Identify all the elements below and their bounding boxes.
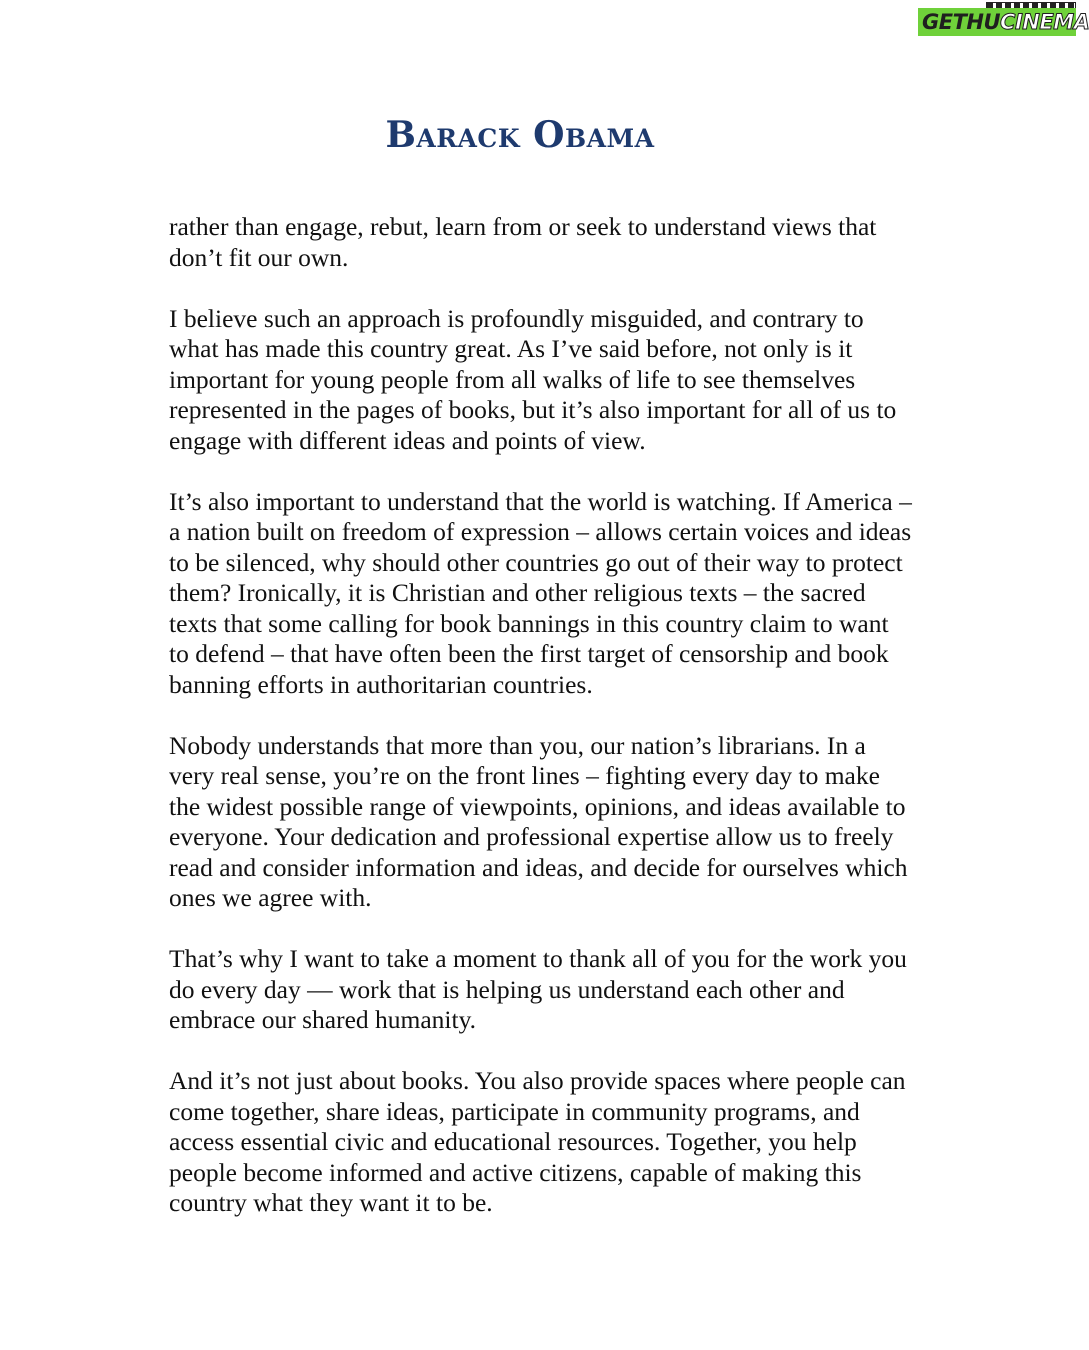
paragraph: Nobody understands that more than you, our nation’s librarians. In a very real sense, you’re on the front lines – fighting every day to make the widest possible range of viewpoints, opinions, and ideas available to everyone. Your dedication and professional expertise allow us to freely read and consider information and ideas, and decide for ourselves which ones we agree with. <box>169 730 908 912</box>
letterhead-name: Barack Obama <box>385 114 655 156</box>
paragraph: That’s why I want to take a moment to thank all of you for the work you do every day — work that is helping us understand each other and embrace our shared humanity. <box>169 944 907 1034</box>
letter-body <box>169 212 914 1249</box>
watermark-logo <box>918 2 1089 38</box>
letterhead <box>330 100 710 170</box>
paragraph: I believe such an approach is profoundly misguided, and contrary to what has made this country great. As I’ve said before, not only is it important for young people from all walks of life to see themselves represented in the pages of books, but it’s also important for all of us to engage with different ideas and points of view. <box>169 303 897 455</box>
watermark-text-a: GETHU <box>922 10 1001 34</box>
paragraph: And it’s not just about books. You also provide spaces where people can come together, share ideas, participate in community programs, and access essential civic and educational resources. Together, you help people become informed and active citizens, capable of making this country what they want it to be. <box>169 1066 906 1217</box>
paragraph: It’s also important to understand that the world is watching. If America – a nation built on freedom of expression – allows certain voices and ideas to be silenced, why should other countries go out of their way to protect them? Ironically, it is Christian and other religious texts – the sacred texts that some calling for book bannings in this country claim to want to defend – that have often been the first target of censorship and book banning efforts in authoritarian countries. <box>169 486 912 699</box>
watermark-text <box>918 8 1089 36</box>
watermark-text-b: CINEMA <box>1000 10 1089 34</box>
paragraph: rather than engage, rebut, learn from or seek to understand views that don’t fit our own. <box>169 212 877 272</box>
